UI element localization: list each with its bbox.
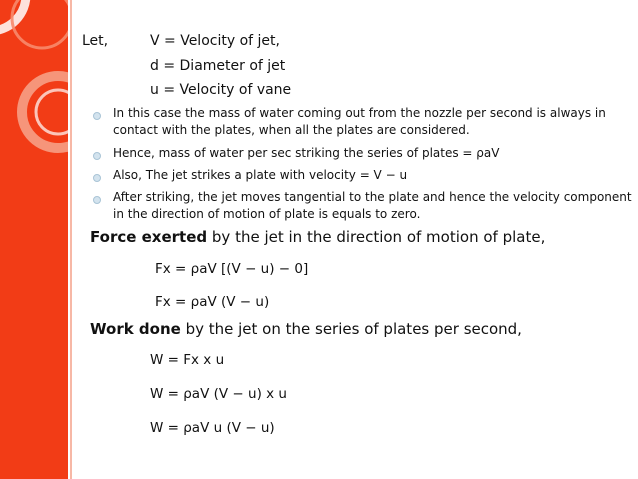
force-equation-2: Fx = ρaV (V − u) bbox=[155, 294, 270, 310]
bullet-icon bbox=[93, 196, 101, 204]
bullet-4-line-2: in the direction of motion of plate is equals to zero. bbox=[113, 207, 421, 221]
definition-d: d = Diameter of jet bbox=[150, 58, 286, 74]
definition-v: V = Velocity of jet, bbox=[150, 33, 280, 49]
work-heading bbox=[90, 320, 522, 338]
bullet-1-line-1: In this case the mass of water coming out from the nozzle per second is always in bbox=[113, 106, 606, 120]
bullet-4-line-1: After striking, the jet moves tangential to the plate and hence the velocity component bbox=[113, 190, 632, 204]
force-equation-1: Fx = ρaV [(V − u) − 0] bbox=[155, 261, 309, 277]
work-heading-rest: by the jet on the series of plates per second, bbox=[180, 320, 522, 338]
bullet-2: Hence, mass of water per sec striking the series of plates = ρaV bbox=[113, 146, 500, 160]
work-heading-bold: Work done bbox=[90, 320, 181, 338]
force-heading bbox=[90, 228, 545, 246]
bullet-1-line-2: contact with the plates, when all the plates are considered. bbox=[113, 123, 470, 137]
let-label: Let, bbox=[82, 33, 109, 49]
work-equation-3: W = ρaV u (V − u) bbox=[150, 420, 275, 436]
force-heading-rest: by the jet in the direction of motion of plate, bbox=[207, 228, 546, 246]
bullet-icon bbox=[93, 152, 101, 160]
bullet-icon bbox=[93, 174, 101, 182]
definition-u: u = Velocity of vane bbox=[150, 82, 292, 98]
work-equation-2: W = ρaV (V − u) x u bbox=[150, 386, 287, 402]
work-equation-1: W = Fx x u bbox=[150, 352, 225, 368]
bullet-icon bbox=[93, 112, 101, 120]
bullet-3: Also, The jet strikes a plate with velocity = V − u bbox=[113, 168, 408, 182]
force-heading-bold: Force exerted bbox=[90, 228, 208, 246]
